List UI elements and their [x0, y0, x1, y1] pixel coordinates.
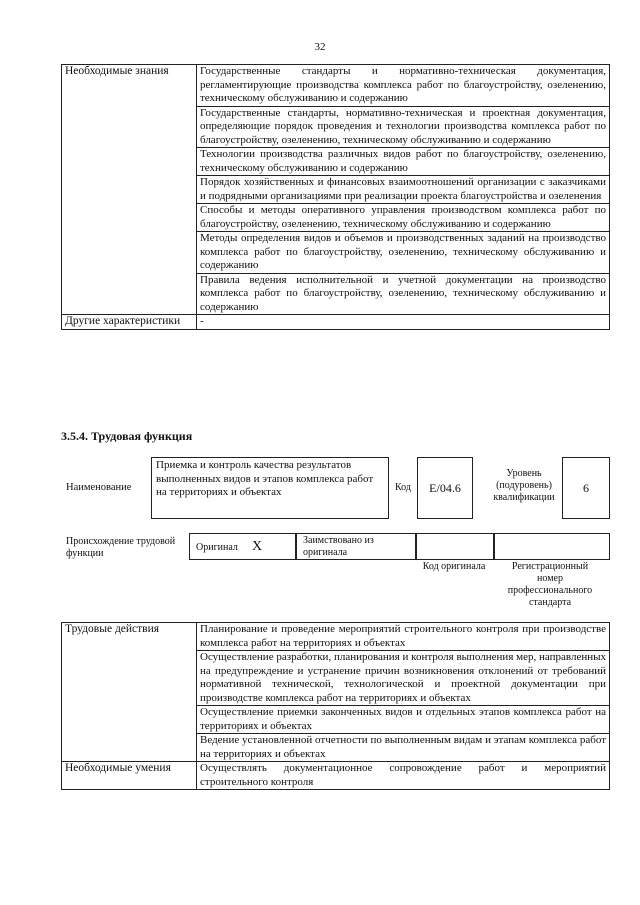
action-item: Ведение установленной отчетности по выполненным видам и этапам комплекса работ на территориях и объектах [197, 734, 610, 762]
table-row [62, 762, 610, 790]
knowledge-item: Технологии производства различных видов работ по благоустройству, озеленению, техническому обслуживанию и содержанию [197, 148, 610, 176]
table-row [62, 65, 610, 107]
knowledge-item: Способы и методы оперативного управления производством комплекса работ по благоустройству, озеленению, техническому обслуживанию и содержанию [197, 204, 610, 232]
code-original-cell [416, 533, 494, 560]
row-label-knowledge: Необходимые знания [62, 65, 197, 315]
row-label-skills: Необходимые умения [62, 762, 197, 790]
knowledge-item: Методы определения видов и объемов и производственных заданий на производство комплекса работ по благоустройству, озеленению, техническому обслуживанию и содержанию [197, 232, 610, 274]
origin-label: Происхождение трудовой функции [66, 536, 176, 559]
table-row [62, 315, 610, 330]
level-label: Уровень (подуровень) квалификации [493, 468, 555, 503]
reg-number-cell [494, 533, 610, 560]
row-label-other: Другие характеристики [62, 315, 197, 330]
knowledge-item: Правила ведения исполнительной и учетной документации на производство комплекса работ по благоустройству, озеленению, техническому обслуживанию и содержанию [197, 273, 610, 315]
function-name: Приемка и контроль качества результатов выполненных видов и этапов комплекса работ на территориях и объектах [151, 457, 389, 519]
name-label: Наименование [66, 482, 132, 493]
other-item: - [197, 315, 610, 330]
origin-original-cell [189, 533, 296, 560]
borrowed-label: Заимствовано из оригинала [303, 535, 374, 558]
code-label: Код [395, 482, 411, 493]
function-code: E/04.6 [417, 457, 473, 519]
original-mark: X [252, 539, 263, 554]
section-title: 3.5.4. Трудовая функция [61, 429, 193, 443]
knowledge-item: Порядок хозяйственных и финансовых взаимоотношений организации с заказчиками и подрядными организациями при реализации проекта благоустройства и озеленения [197, 176, 610, 204]
action-item: Осуществление разработки, планирования и контроля выполнения мер, направленных на предупреждение и устранение причин возникновения отклонений от требований нормативной технической, технологической и проектной документации при производстве комплекса работ на территориях и объектах [197, 651, 610, 706]
knowledge-item: Государственные стандарты, нормативно-техническая и проектная документация, определяющие порядок проведения и технологии производства комплекса работ по благоустройству, озеленению, техническому обслуживанию и содержанию [197, 106, 610, 148]
qualification-level: 6 [562, 457, 610, 519]
page-number: 32 [314, 41, 326, 53]
table-row [62, 623, 610, 651]
knowledge-table [61, 64, 610, 330]
action-item: Осуществление приемки законченных видов и отдельных этапов комплекса работ на территориях и объектах [197, 706, 610, 734]
row-label-actions: Трудовые действия [62, 623, 197, 762]
knowledge-item: Государственные стандарты и нормативно-техническая документация, регламентирующие производства комплекса работ по благоустройству, озеленению, техническому обслуживанию и содержанию [197, 65, 610, 107]
reg-number-label: Регистрационный номер профессионального стандарта [507, 561, 593, 608]
actions-table [61, 622, 610, 790]
skill-item: Осуществлять документационное сопровождение работ и мероприятий строительного контроля [197, 762, 610, 790]
code-original-label: Код оригинала [422, 561, 486, 572]
origin-borrowed-cell [296, 533, 416, 560]
original-label: Оригинал [196, 542, 238, 553]
action-item: Планирование и проведение мероприятий строительного контроля при производстве комплекса работ на территориях и объектах [197, 623, 610, 651]
